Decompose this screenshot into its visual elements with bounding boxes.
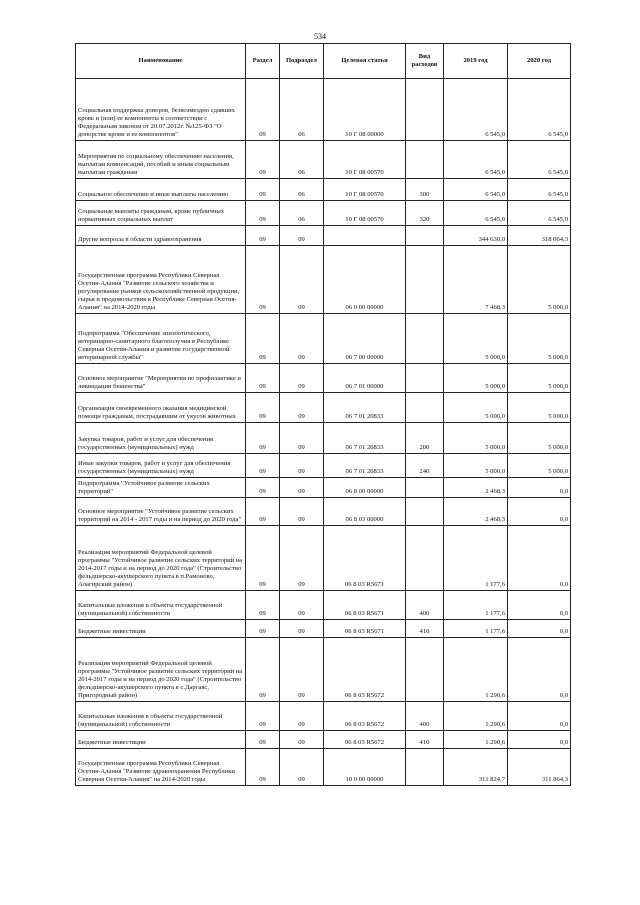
- cell-2019: 311 824,7: [444, 749, 508, 786]
- cell-section: 09: [246, 141, 280, 179]
- cell-2019: 5 000,0: [444, 364, 508, 393]
- cell-subsection: 06: [280, 141, 324, 179]
- cell-kind: [406, 246, 444, 314]
- cell-2020: 318 064,3: [508, 226, 571, 246]
- header-name: Наименование: [76, 44, 246, 79]
- cell-2020: 0,0: [508, 620, 571, 638]
- cell-subsection: 06: [280, 79, 324, 141]
- table-body: [76, 79, 571, 786]
- cell-section: 09: [246, 526, 280, 591]
- cell-kind: 200: [406, 423, 444, 454]
- table-row: [76, 226, 571, 246]
- cell-subsection: 09: [280, 454, 324, 478]
- cell-section: 09: [246, 246, 280, 314]
- table-row: [76, 179, 571, 201]
- table-row: [76, 731, 571, 749]
- cell-target: 06 0 00 00000: [324, 246, 406, 314]
- cell-2020: 0,0: [508, 526, 571, 591]
- cell-2020: 6 545,0: [508, 141, 571, 179]
- cell-2019: 6 545,0: [444, 79, 508, 141]
- cell-kind: [406, 526, 444, 591]
- header-target: Целевая статья: [324, 44, 406, 79]
- cell-2020: 5 000,0: [508, 314, 571, 364]
- cell-section: 09: [246, 179, 280, 201]
- cell-subsection: 09: [280, 731, 324, 749]
- cell-2020: 0,0: [508, 638, 571, 702]
- budget-table: [75, 43, 571, 786]
- table-row: [76, 749, 571, 786]
- cell-2019: 6 545,0: [444, 201, 508, 226]
- cell-target: 06 8 03 R5671: [324, 591, 406, 620]
- cell-name: Мероприятия по социальному обеспечению населения, выплатам компенсаций, пособий и иным социальным выплатам гражданам: [76, 141, 246, 179]
- cell-2019: 1 290,6: [444, 702, 508, 731]
- cell-2019: 2 468,3: [444, 498, 508, 526]
- page-number: 534: [314, 32, 326, 41]
- cell-subsection: 09: [280, 246, 324, 314]
- cell-name: Подпрограмма "Обеспечение эпизоотического, ветеринарно-санитарного благополучия в Республике Северная Осетия-Алания и развитие государственной ветеринарной службы": [76, 314, 246, 364]
- cell-target: 06 7 00 00000: [324, 314, 406, 364]
- table-row: [76, 478, 571, 498]
- cell-section: 09: [246, 478, 280, 498]
- cell-subsection: 09: [280, 620, 324, 638]
- cell-2020: 0,0: [508, 478, 571, 498]
- cell-kind: 410: [406, 731, 444, 749]
- cell-subsection: 06: [280, 201, 324, 226]
- table-row: [76, 201, 571, 226]
- cell-kind: [406, 364, 444, 393]
- cell-section: 09: [246, 749, 280, 786]
- cell-target: [324, 226, 406, 246]
- cell-target: 06 8 00 00000: [324, 478, 406, 498]
- cell-subsection: 09: [280, 702, 324, 731]
- table-row: [76, 246, 571, 314]
- cell-section: 09: [246, 79, 280, 141]
- cell-subsection: 09: [280, 314, 324, 364]
- cell-name: Реализация мероприятий Федеральной целевой программы "Устойчивое развитие сельских территорий на 2014-2017 годы и на период до 2020 года" (Строительство фельдшерско-акушерского пункта в п.Рамоново, Алагирский район): [76, 526, 246, 591]
- cell-name: Социальная поддержка доноров, безвозмездно сдавших кровь и (или) ее компоненты в соответствии с Федеральным законом от 20.07.2012г. №125-ФЗ "О донорстве крови и ее компонентов": [76, 79, 246, 141]
- cell-target: 06 8 03 R5672: [324, 702, 406, 731]
- cell-2020: 0,0: [508, 731, 571, 749]
- cell-section: 09: [246, 638, 280, 702]
- cell-kind: [406, 498, 444, 526]
- cell-target: 10 Г 08 00570: [324, 179, 406, 201]
- table-row: [76, 498, 571, 526]
- header-section: Раздел: [246, 44, 280, 79]
- cell-2019: 1 177,6: [444, 591, 508, 620]
- cell-2020: 311 864,3: [508, 749, 571, 786]
- cell-name: Основное мероприятие "Устойчивое развитие сельских территорий на 2014 - 2017 годы и на период до 2020 года": [76, 498, 246, 526]
- header-subsection: Подраздел: [280, 44, 324, 79]
- cell-name: Реализация мероприятий Федеральной целевой программы "Устойчивое развитие сельских территорий на 2014-2017 годы и на период до 2020 года" (Строительство фельдшерско-акушерского пункта в с.Даргавс, Пригородный район): [76, 638, 246, 702]
- cell-name: Государственная программа Республики Северная Осетия-Алания "Развитие сельского хозяйства и регулирование рынков сельскохозяйственной продукции, сырья и продовольствия в Республике Северная Осетия-Алания" на 2014-2020 годы: [76, 246, 246, 314]
- table-row: [76, 393, 571, 423]
- cell-name: Бюджетные инвестиции: [76, 731, 246, 749]
- cell-2019: 344 630,0: [444, 226, 508, 246]
- cell-name: Основное мероприятие "Мероприятия по профилактике и ликвидации бешенства": [76, 364, 246, 393]
- cell-2019: 1 290,6: [444, 731, 508, 749]
- cell-section: 09: [246, 364, 280, 393]
- header-2020: 2020 год: [508, 44, 571, 79]
- cell-subsection: 09: [280, 478, 324, 498]
- cell-subsection: 09: [280, 591, 324, 620]
- table-row: [76, 423, 571, 454]
- cell-kind: [406, 314, 444, 364]
- cell-kind: [406, 141, 444, 179]
- cell-2019: 6 545,0: [444, 179, 508, 201]
- cell-target: 10 0 00 00000: [324, 749, 406, 786]
- cell-target: 06 7 01 00000: [324, 364, 406, 393]
- cell-target: 06 8 03 R5672: [324, 731, 406, 749]
- cell-2020: 0,0: [508, 702, 571, 731]
- cell-2020: 5 000,0: [508, 423, 571, 454]
- cell-subsection: 09: [280, 498, 324, 526]
- cell-section: 09: [246, 591, 280, 620]
- cell-2020: 6 545,0: [508, 79, 571, 141]
- cell-name: Организация своевременного оказания медицинской помощи гражданам, пострадавшим от укусов животных: [76, 393, 246, 423]
- cell-subsection: 09: [280, 526, 324, 591]
- table-row: [76, 364, 571, 393]
- cell-2020: 0,0: [508, 498, 571, 526]
- cell-section: 09: [246, 454, 280, 478]
- cell-2019: 5 000,0: [444, 423, 508, 454]
- table-row: [76, 314, 571, 364]
- cell-name: Государственная программа Республики Северная Осетия-Алания "Развитие здравоохранения Республики Северная Осетия-Алания" на 2014-2020 годы: [76, 749, 246, 786]
- cell-subsection: 09: [280, 749, 324, 786]
- cell-2020: 5 000,0: [508, 454, 571, 478]
- table-row: [76, 620, 571, 638]
- cell-section: 09: [246, 226, 280, 246]
- cell-name: Иные закупки товаров, работ и услуг для обеспечения государственных (муниципальных) нужд: [76, 454, 246, 478]
- table-row: [76, 79, 571, 141]
- table-row: [76, 526, 571, 591]
- cell-target: 06 8 03 R5671: [324, 620, 406, 638]
- cell-kind: 240: [406, 454, 444, 478]
- cell-target: 10 Г 08 00000: [324, 79, 406, 141]
- cell-kind: [406, 79, 444, 141]
- cell-name: Капитальные вложения в объекты государственной (муниципальной) собственности: [76, 702, 246, 731]
- cell-target: 06 8 03 00000: [324, 498, 406, 526]
- cell-section: 09: [246, 702, 280, 731]
- cell-2019: 1 177,6: [444, 620, 508, 638]
- cell-kind: [406, 226, 444, 246]
- table-row: [76, 702, 571, 731]
- cell-subsection: 09: [280, 423, 324, 454]
- cell-subsection: 09: [280, 226, 324, 246]
- cell-subsection: 09: [280, 638, 324, 702]
- cell-name: Другие вопросы в области здравоохранения: [76, 226, 246, 246]
- cell-2019: 2 468,3: [444, 478, 508, 498]
- cell-kind: 400: [406, 591, 444, 620]
- header-kind: Вид расходов: [406, 44, 444, 79]
- cell-2020: 6 545,0: [508, 201, 571, 226]
- cell-subsection: 09: [280, 364, 324, 393]
- cell-name: Социальное обеспечение и иные выплаты населению: [76, 179, 246, 201]
- table-row: [76, 638, 571, 702]
- cell-name: Бюджетные инвестиции: [76, 620, 246, 638]
- cell-target: 06 8 03 R5671: [324, 526, 406, 591]
- cell-subsection: 06: [280, 179, 324, 201]
- cell-2020: 6 545,0: [508, 179, 571, 201]
- cell-section: 09: [246, 423, 280, 454]
- cell-name: Социальные выплаты гражданам, кроме публичных нормативных социальных выплат: [76, 201, 246, 226]
- cell-kind: 300: [406, 179, 444, 201]
- header-2019: 2019 год: [444, 44, 508, 79]
- cell-section: 09: [246, 393, 280, 423]
- table-row: [76, 591, 571, 620]
- cell-target: 06 7 01 20833: [324, 423, 406, 454]
- cell-target: 06 7 01 20833: [324, 393, 406, 423]
- cell-kind: [406, 478, 444, 498]
- cell-target: 10 Г 08 00570: [324, 201, 406, 226]
- cell-kind: 410: [406, 620, 444, 638]
- cell-section: 09: [246, 201, 280, 226]
- cell-section: 09: [246, 620, 280, 638]
- cell-2020: 5 000,0: [508, 393, 571, 423]
- cell-2020: 0,0: [508, 591, 571, 620]
- cell-kind: 320: [406, 201, 444, 226]
- cell-2019: 6 545,0: [444, 141, 508, 179]
- cell-section: 09: [246, 314, 280, 364]
- cell-section: 09: [246, 498, 280, 526]
- table-header-row: [76, 44, 571, 79]
- cell-2019: 5 000,0: [444, 393, 508, 423]
- cell-2019: 5 000,0: [444, 314, 508, 364]
- cell-kind: [406, 638, 444, 702]
- cell-name: Капитальные вложения в объекты государственной (муниципальной) собственности: [76, 591, 246, 620]
- table-row: [76, 454, 571, 478]
- cell-2019: 1 290,6: [444, 638, 508, 702]
- cell-2019: 5 000,0: [444, 454, 508, 478]
- cell-2019: 7 468,3: [444, 246, 508, 314]
- cell-kind: [406, 393, 444, 423]
- cell-2020: 5 000,0: [508, 364, 571, 393]
- cell-kind: 400: [406, 702, 444, 731]
- cell-kind: [406, 749, 444, 786]
- cell-section: 09: [246, 731, 280, 749]
- cell-target: 06 7 01 20833: [324, 454, 406, 478]
- cell-subsection: 09: [280, 393, 324, 423]
- cell-target: 06 8 03 R5672: [324, 638, 406, 702]
- cell-name: Подпрограмма "Устойчивое развитие сельских территорий": [76, 478, 246, 498]
- cell-target: 10 Г 08 00570: [324, 141, 406, 179]
- cell-2019: 1 177,6: [444, 526, 508, 591]
- cell-2020: 5 000,0: [508, 246, 571, 314]
- cell-name: Закупка товаров, работ и услуг для обеспечения государственных (муниципальных) нужд: [76, 423, 246, 454]
- table-row: [76, 141, 571, 179]
